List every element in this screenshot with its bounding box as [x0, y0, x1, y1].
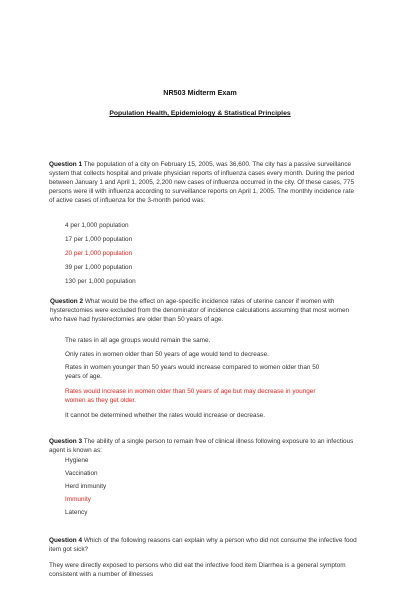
question-2-label: Question 2: [50, 298, 84, 305]
question-3-option-a: Hygiene: [65, 457, 89, 464]
question-2-option-d-highlighted: Rates would increase in women older than 50 years of age but may decrease in younger women as they get older.: [65, 388, 316, 404]
question-2-text: What would be the effect on age-specific incidence rates of uterine cancer if women with hysterectomies were excluded from the denominator of incidence calculations assuming that most women who have had hysterectomies are older than 50 years of age.: [50, 298, 350, 323]
question-1-option-e: 130 per 1,000 population: [65, 278, 136, 285]
question-4-label: Question 4: [49, 537, 83, 544]
question-3-option-c: Herd immunity: [65, 483, 107, 490]
question-2-option-b: Only rates in women older than 50 years of age would tend to decrease.: [65, 351, 269, 358]
question-1-option-c-highlighted: 20 per 1,000 population: [65, 250, 133, 257]
question-2-stem: [50, 297, 358, 324]
question-1-text: The population of a city on February 15, 2005, was 36,600. The city has a passive surveillance system that collects hospital and private physician reports of influenza cases every month. During the period between January 1 and April 1, 2005, 2,200 new cases of influenza occurred in the city. Of these cases, 775 persons were ill with influenza according to surveillance reports on April 1, 2005. The monthly incidence rate of active cases of influenza for the 3-month period was:: [49, 161, 355, 204]
question-1-option-a: 4 per 1,000 population: [65, 222, 129, 229]
question-4-text: Which of the following reasons can explain why a person who did not consume the infective food item got sick?: [49, 537, 357, 553]
question-3-option-b: Vaccination: [65, 470, 98, 477]
question-1-label: Question 1: [49, 161, 83, 168]
question-1-option-b: 17 per 1,000 population: [65, 236, 133, 243]
question-3-option-d-highlighted: Immunity: [65, 496, 91, 503]
question-2-option-c: Rates in women younger than 50 years would increase compared to women older than 50 years of age.: [65, 364, 320, 380]
question-4-stem: [49, 536, 357, 554]
question-2-option-a: The rates in all age groups would remain the same.: [65, 337, 211, 344]
document-subtitle: Population Health, Epidemiology & Statistical Principles: [109, 110, 291, 117]
question-3-stem: [49, 437, 357, 455]
question-3-option-e: Latency: [65, 509, 88, 516]
question-3-label: Question 3: [49, 438, 83, 445]
document-title: NR503 Midterm Exam: [163, 88, 237, 97]
question-1-option-d: 39 per 1,000 population: [65, 264, 133, 271]
question-3-text: The ability of a single person to remain free of clinical illness following exposure to an infectious agent is known as:: [49, 438, 354, 454]
question-2-option-e: It cannot be determined whether the rates would increase or decrease.: [65, 412, 266, 419]
question-4-answer: They were directly exposed to persons who did eat the infective food item Diarrhea is a general symptom consistent with a number of illnesses: [49, 562, 346, 578]
question-1-stem: [49, 160, 357, 205]
